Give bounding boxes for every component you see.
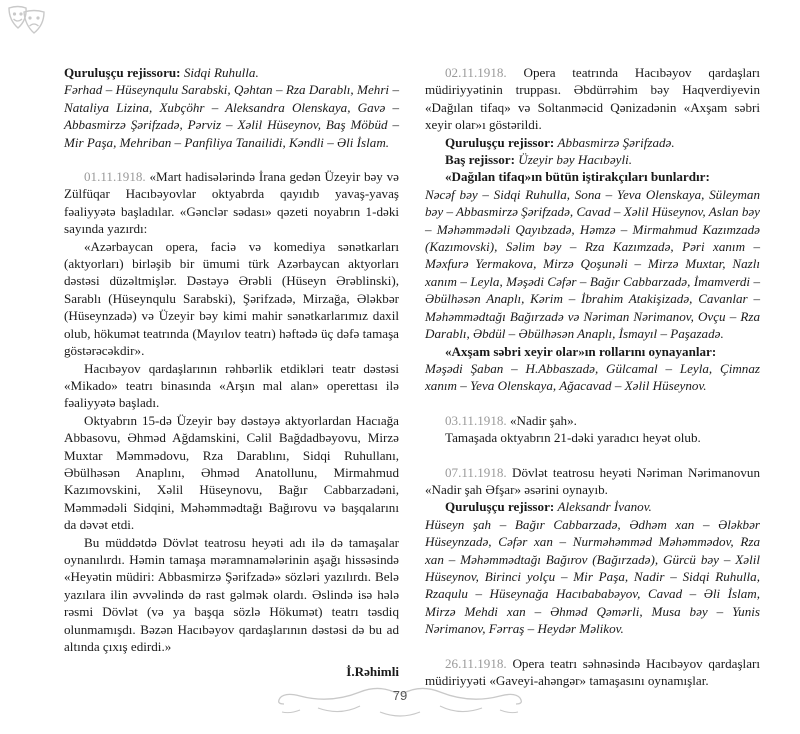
director-label: Quruluşçu rejissor: (445, 134, 555, 150)
cast-list: Hüseyn şah – Bağır Cabbarzadə, Ədhəm xan – Ələkbər Hüseynzadə, Cəfər xan – Nurməhəmməd Məhəmmədov, Rza xan – Məhəmmədtağı Bağırov (Bağırzadə), Gürcü bəy – Xəlil Hüseynov, Birinci yolçu – Mir Paşa, Nadir – Sidqi Ruhulla, Rzaqulu – Hüseynağa Hacıbababəyov, Cavad – Əli İslam, Mirzə Mehdi xan – Əhməd Qəmərli, Musa bəy – Yunis Nərimanov, Fərraş – Heydər Məlikov. (425, 516, 760, 637)
entry-02-11-1918 (425, 64, 760, 134)
director-credit (425, 134, 760, 151)
cast-label: Quruluşçu rejissoru: (64, 65, 181, 80)
entry-text: Opera teatrı səhnəsində Hacıbəyov qardaşları müdiriyyəti «Gaveyi-ahəngər» tamaşasını oynamışlar. (425, 655, 761, 688)
cast-director: Sidqi Ruhulla. (183, 65, 259, 80)
quote-paragraph: «Azərbaycan opera, faciə və komediya sənətkarları (aktyorları) birləşib bir ümumi türk Azərbaycan aktyorları dəstəsi düzəltmişlər. Dəstəyə Ərəbli (Hüseyn Ərəblinski), Sarablı (Hüseynqulu Sarabski), Şərifzadə, Mirzağa, Ələkbər (Hüseynzadə) və Üzeyir bəy kimi mahir sənətkarlarımız daxil olub, hökumət teatrında (Mayılov teatrı) həftədə üç dəfə tamaşa göstərəcəkdir». (64, 238, 399, 359)
right-column (425, 64, 760, 689)
entry-date: 02.11.1918. (445, 65, 507, 80)
page-number: 79 (392, 688, 408, 703)
entry-date: 26.11.1918. (445, 655, 507, 671)
entry-text: Opera teatrında Hacıbəyov qardaşları müdiriyyətinin truppası. Əbdürrəhim bəy Haqverdiyevin «Dağılan tifaq» və Soltanməcid Qənizadənin «Axşam səbri xeyir olar»ı göstərildi. (425, 65, 760, 133)
cast-list: Nəcəf bəy – Sidqi Ruhulla, Sona – Yeva Olenskaya, Süleyman bəy – Abbasmirzə Şərifzadə, Cavad – Xəlil Hüseynov, Aslan bəy – Məhəmmədəli Qayıbzadə, Həmzə – Mirmahmud Kazımzadə (Kazımovski), Səlim bəy – Rza Kazımzadə, Pəri xanım – Məxfurə Yermakova, Mirzə Qoşunəli – Mirzə Muxtar, Nazlı xanım – Leyla, Məşədi Cəfər – Bağır Cabbarzadə, İmamverdi – Əbülhəsən Anaplı, Kərim – İbrahim Atakişizadə, Cavanlar – Məhəmmədtağı Bağırzadə və Nəriman Nərimanov, Ovçu – Rza Darablı, Əbdül – Əbülhəsən Anaplı, İsmayıl – Paşazadə. (425, 186, 760, 342)
author-signature: İ.Rəhimli (346, 664, 399, 680)
chief-director-credit (425, 151, 760, 168)
entry-date: 01.11.1918. (84, 169, 146, 185)
entry-note: Tamaşada oktyabrın 21-dəki yaradıcı heyət olub. (445, 430, 701, 446)
theatre-masks-icon (6, 4, 50, 36)
entry-07-11-1918 (425, 464, 760, 499)
director-credit (425, 498, 760, 515)
entry-date: 07.11.1918. (445, 464, 507, 480)
paragraph-october: Oktyabrın 15-də Üzeyir bəy dəstəyə aktyorlardan Hacıağa Abbasovu, Əhməd Ağdamskini, Cəlil Bağdadbəyovu, Mirzə Muxtar Məmmədovu, Rza Darablını, Sidqi Ruhullanı, Əbülhəsən Anaplını, Əhməd Anatollunu, Mirmahmud Kazımovskini, Xəlil Hüseynovu, Bağır Cabbarzadəni, Məmmədəli Sidqini, Məhəmmədtağı Bağırovu və başqalarını da dəvət etdi. (64, 412, 399, 533)
chief-name: Üzeyir bəy Hacıbəyli. (518, 152, 633, 168)
director-name: Abbasmirzə Şərifzadə. (557, 134, 675, 150)
entry-date: 03.11.1918. (445, 412, 507, 428)
paragraph-mikado: Hacıbəyov qardaşlarının rəhbərlik etdikləri teatr dəstəsi «Mikado» teatrı binasında «Arşın mal alan» operettası ilə fəaliyyətə başladı. (64, 360, 399, 411)
entry-01-11-1918 (64, 168, 399, 238)
entry-03-11-1918 (425, 412, 760, 429)
director-label: Quruluşçu rejissor: (445, 499, 555, 515)
director-name: Aleksandr İvanov. (557, 499, 652, 515)
chief-label: Baş rejissor: (445, 152, 515, 168)
entry-text: «Nadir şah». (510, 412, 577, 428)
cast-heading: «Dağılan tifaq»ın bütün iştirakçıları bunlardır: (445, 169, 710, 185)
entry-text: «Mart hadisələrində İrana gedən Üzeyir bəy və Zülfüqar Hacıbəyovlar oktyabrda qayıdıb yavaş-yavaş fəaliyyətə başladılar. «Gənclər sədası» qəzeti noyabrın 1-dəki sayında yazırdı: (64, 169, 399, 237)
paragraph-state-theatre: Bu müddətdə Dövlət teatrosu heyəti adı ilə də tamaşalar oynanılırdı. Həmin tamaşa məramnamələrinin aşağı hissəsində «Heyətin müdiri: Abbasmirzə Şərifzadə» sözləri yazılırdı. Belə yazılara ilin əvvəlində də rast gəlmək olardı. Əslində isə hələ rəsmi Dövlət (və ya başqa sözlə Hökumət) teatrı təsdiq olunmamışdı. Bəzən Hacıbəyov qardaşlarının dəstəsi də bu ad altında çıxış edirdi.» (64, 534, 399, 654)
cast-heading: «Axşam səbri xeyir olar»ın rollarını oynayanlar: (445, 343, 717, 359)
cast-list: Fərhad – Hüseynqulu Sarabski, Qəhtan – Rza Darablı, Mehri – Nataliya Lizina, Xubçöhr – Aleksandra Olenskaya, Gavə – Abbasmirzə Şərifzadə, Pərviz – Xəlil Hüseynov, Baş Möbüd – Mir Paşa, Mehriban – Panfiliya Tanailidi, Kəndli – Əli İslam. (64, 82, 399, 150)
left-column (64, 64, 399, 681)
cast-list: Məşədi Şaban – H.Abbaszadə, Gülcamal – Leyla, Çimnaz xanım – Yeva Olenskaya, Ağacavad – Xəlil Hüseynov. (425, 360, 760, 394)
cast-credit (64, 64, 399, 81)
entry-text: Dövlət teatrosu heyəti Nəriman Nərimanovun «Nadir şah Əfşar» əsərini oynayıb. (425, 464, 760, 497)
